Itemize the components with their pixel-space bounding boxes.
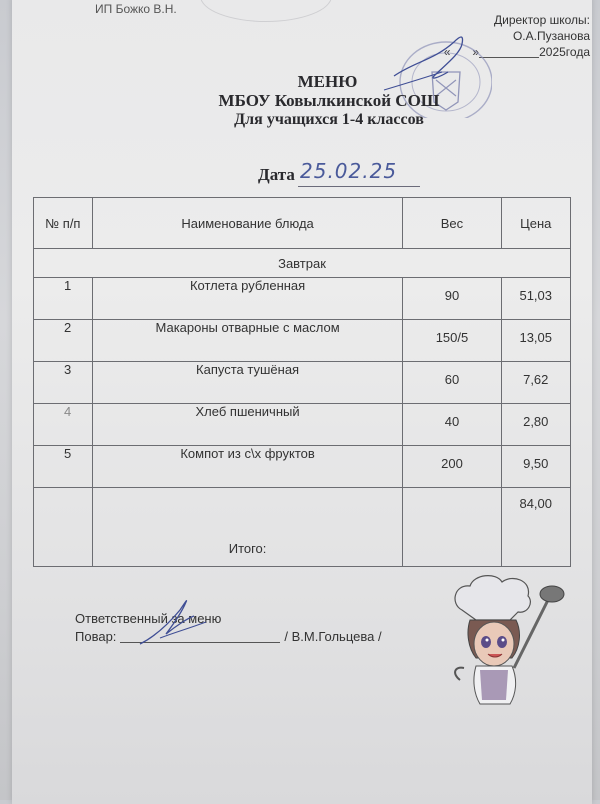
date-value: 25.02.25: [300, 159, 398, 183]
table-row: [34, 404, 571, 446]
cook-name: / В.М.Гольцева /: [284, 629, 382, 644]
org-name: ИП Божко В.Н.: [95, 2, 177, 16]
table-row: [34, 362, 571, 404]
footer-signatures: [75, 610, 382, 646]
item-num: 5: [34, 446, 93, 488]
header-name: Наименование блюда: [92, 198, 403, 249]
header-weight: Вес: [403, 198, 501, 249]
approval-date-line: « » 2025года: [443, 45, 590, 59]
item-price: 51,03: [501, 278, 571, 320]
item-num: 4: [34, 404, 93, 446]
item-name: Компот из с\х фруктов: [92, 446, 403, 488]
section-breakfast: Завтрак: [34, 249, 571, 278]
item-weight: 150/5: [403, 320, 501, 362]
header-price: Цена: [501, 198, 571, 249]
item-price: 13,05: [501, 320, 571, 362]
item-name: Котлета рубленная: [92, 278, 403, 320]
table-row: [34, 278, 571, 320]
total-label: Итого:: [92, 488, 403, 567]
item-weight: 200: [403, 446, 501, 488]
table-header-row: [34, 198, 571, 249]
item-name: Капуста тушёная: [92, 362, 403, 404]
responsible-label: Ответственный за меню: [75, 611, 222, 626]
item-weight: 40: [403, 404, 501, 446]
chef-illustration-icon: [440, 570, 568, 710]
menu-title-block: [0, 72, 600, 129]
total-row: [34, 488, 571, 567]
director-title: Директор школы:: [494, 13, 590, 27]
section-row: [34, 249, 571, 278]
item-name: Макароны отварные с маслом: [92, 320, 403, 362]
total-empty-num: [34, 488, 93, 567]
school-name: МБОУ Ковылкинской СОШ: [218, 91, 440, 110]
table-row: [34, 446, 571, 488]
table-row: [34, 320, 571, 362]
menu-table: [33, 197, 571, 567]
cook-line: [75, 628, 382, 646]
total-price: 84,00: [501, 488, 571, 567]
director-name: О.А.Пузанова: [512, 29, 590, 43]
audience: Для учащихся 1-4 классов: [234, 111, 424, 128]
signature-icon: [136, 592, 216, 652]
cook-label: Повар:: [75, 629, 117, 644]
date-underline: [298, 186, 420, 187]
item-price: 9,50: [501, 446, 571, 488]
menu-title: МЕНЮ: [297, 72, 358, 91]
header-num: № п/п: [34, 198, 93, 249]
item-price: 7,62: [501, 362, 571, 404]
date-row: [258, 159, 398, 185]
item-weight: 90: [403, 278, 501, 320]
item-price: 2,80: [501, 404, 571, 446]
item-num: 3: [34, 362, 93, 404]
item-name: Хлеб пшеничный: [92, 404, 403, 446]
item-weight: 60: [403, 362, 501, 404]
item-num: 2: [34, 320, 93, 362]
date-label: Дата: [258, 165, 295, 184]
item-num: 1: [34, 278, 93, 320]
total-empty-weight: [403, 488, 501, 567]
